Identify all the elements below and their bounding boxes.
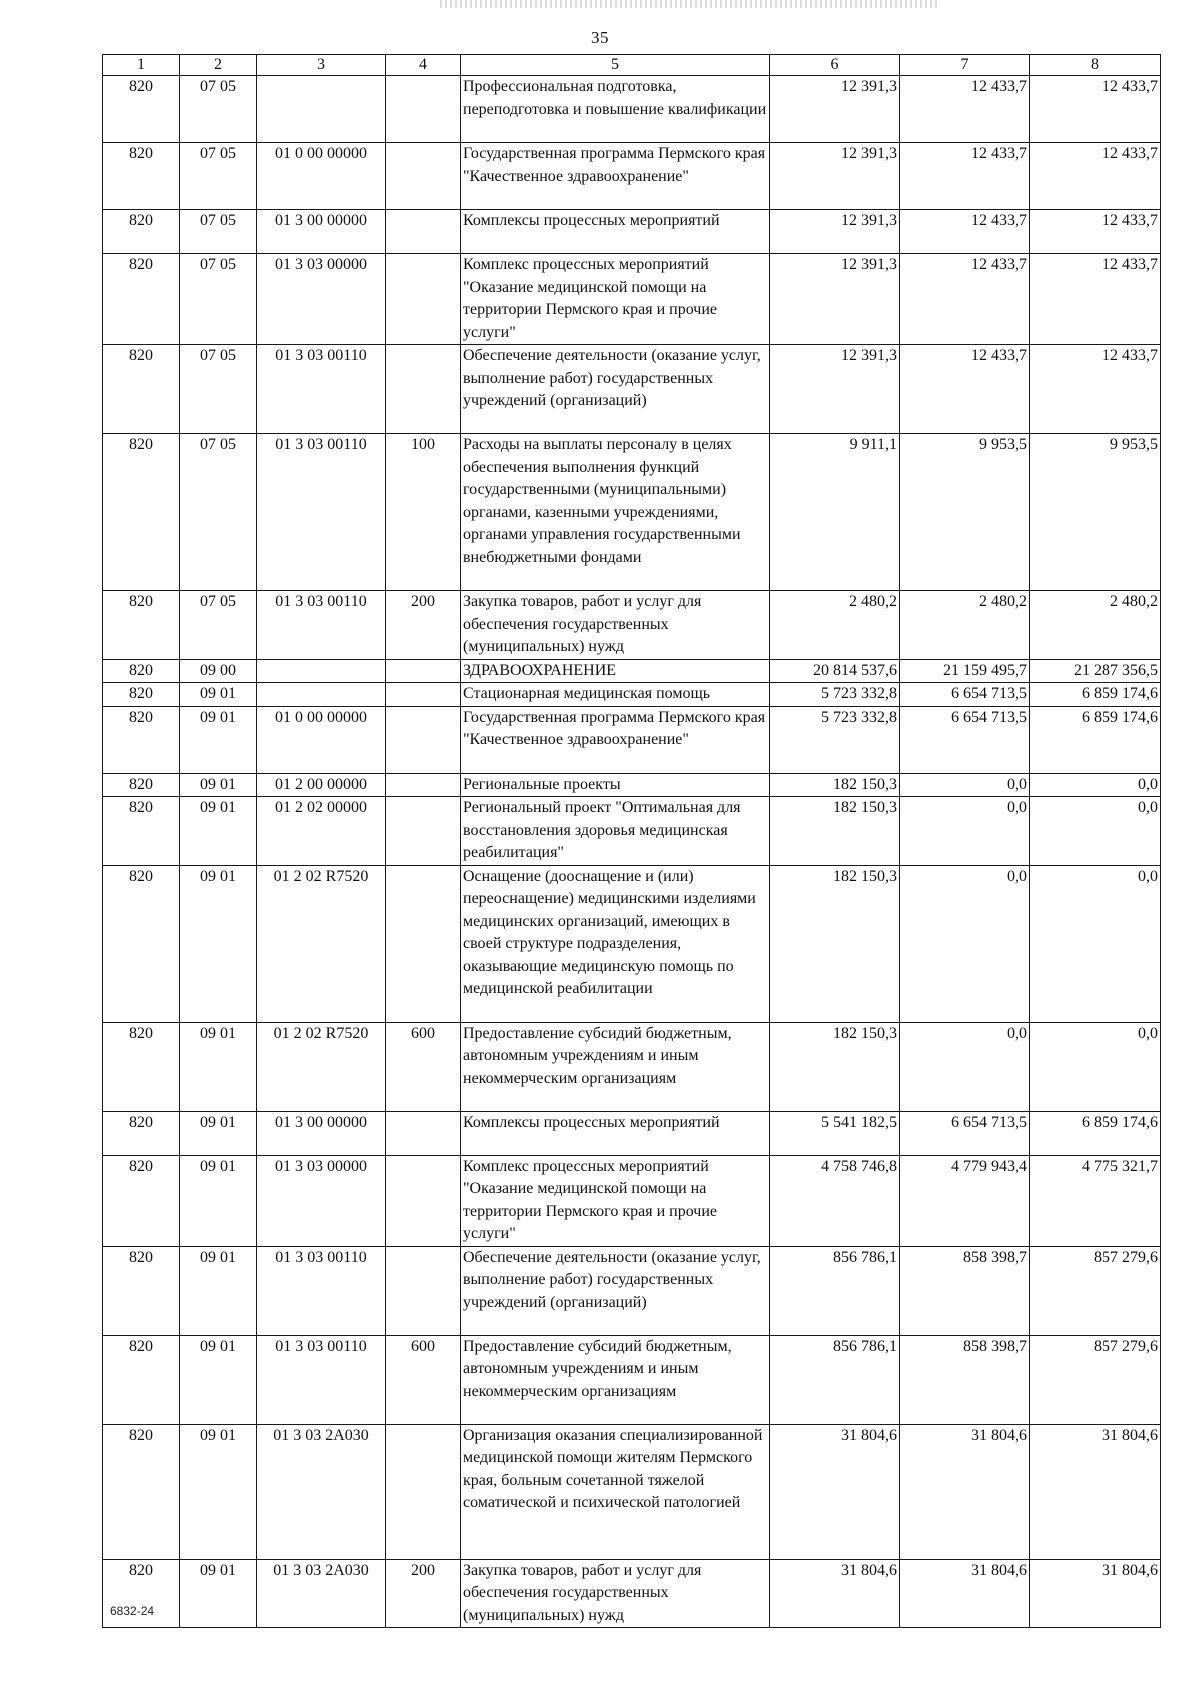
description-cell: Предоставление субсидий бюджетным, автономным учреждениям и иным некоммерческим организациям: [461, 1022, 770, 1111]
table-body: [103, 76, 1161, 1628]
description-cell: Закупка товаров, работ и услуг для обеспечения государственных (муниципальных) нужд: [461, 1559, 770, 1628]
expense-type-cell: [386, 865, 461, 1022]
amount-year3-cell: 0,0: [1030, 865, 1161, 1022]
amount-year1-cell: 856 786,1: [770, 1246, 900, 1335]
expense-type-cell: [386, 345, 461, 434]
amount-year2-cell: 21 159 495,7: [900, 659, 1030, 683]
amount-year3-cell: 12 433,7: [1030, 210, 1161, 254]
scan-noise: [440, 0, 940, 8]
amount-year1-cell: 20 814 537,6: [770, 659, 900, 683]
amount-year1-cell: 4 758 746,8: [770, 1155, 900, 1246]
amount-year1-cell: 5 541 182,5: [770, 1111, 900, 1155]
description-cell: Расходы на выплаты персоналу в целях обеспечения выполнения функций государственными (муниципальными) органами, казенными учреждениями, органами управления государственными внебюджетными фондами: [461, 434, 770, 591]
description-cell: Комплексы процессных мероприятий: [461, 210, 770, 254]
section-code-cell: 09 01: [180, 1246, 257, 1335]
ministry-code-cell: 820: [103, 773, 180, 797]
target-article-cell: 01 3 00 00000: [257, 1111, 386, 1155]
column-header: 5: [461, 55, 770, 76]
amount-year3-cell: 6 859 174,6: [1030, 706, 1161, 773]
expense-type-cell: [386, 773, 461, 797]
expense-type-cell: [386, 210, 461, 254]
ministry-code-cell: 820: [103, 254, 180, 345]
amount-year1-cell: 182 150,3: [770, 797, 900, 866]
description-cell: Оснащение (дооснащение и (или) переоснащение) медицинскими изделиями медицинских организаций, имеющих в своей структуре подразделения, оказывающие медицинскую помощь по медицинской реабилитации: [461, 865, 770, 1022]
target-article-cell: 01 2 02 00000: [257, 797, 386, 866]
table-row: [103, 591, 1161, 660]
amount-year1-cell: 12 391,3: [770, 210, 900, 254]
section-code-cell: 09 01: [180, 773, 257, 797]
section-code-cell: 09 01: [180, 797, 257, 866]
description-cell: Предоставление субсидий бюджетным, автономным учреждениям и иным некоммерческим организациям: [461, 1335, 770, 1424]
section-code-cell: 09 01: [180, 1155, 257, 1246]
amount-year2-cell: 9 953,5: [900, 434, 1030, 591]
amount-year2-cell: 6 654 713,5: [900, 1111, 1030, 1155]
footer-code: 6832-24: [110, 1604, 155, 1618]
amount-year2-cell: 0,0: [900, 1022, 1030, 1111]
table-row: [103, 143, 1161, 210]
expense-type-cell: 200: [386, 1559, 461, 1628]
page-number: 35: [591, 28, 609, 47]
amount-year1-cell: 12 391,3: [770, 143, 900, 210]
header-row: [103, 55, 1161, 76]
amount-year3-cell: 0,0: [1030, 773, 1161, 797]
section-code-cell: 07 05: [180, 76, 257, 143]
section-code-cell: 09 01: [180, 1022, 257, 1111]
amount-year3-cell: 12 433,7: [1030, 143, 1161, 210]
expense-type-cell: [386, 683, 461, 707]
section-code-cell: 07 05: [180, 210, 257, 254]
description-cell: Организация оказания специализированной медицинской помощи жителям Пермского края, больным сочетанной тяжелой соматической и психической патологией: [461, 1424, 770, 1559]
amount-year1-cell: 182 150,3: [770, 865, 900, 1022]
description-cell: Комплекс процессных мероприятий "Оказание медицинской помощи на территории Пермского края и прочие услуги": [461, 254, 770, 345]
description-cell: Комплекс процессных мероприятий "Оказание медицинской помощи на территории Пермского края и прочие услуги": [461, 1155, 770, 1246]
amount-year3-cell: 0,0: [1030, 1022, 1161, 1111]
amount-year2-cell: 12 433,7: [900, 254, 1030, 345]
description-cell: Стационарная медицинская помощь: [461, 683, 770, 707]
table-row: [103, 1155, 1161, 1246]
target-article-cell: 01 3 03 00000: [257, 254, 386, 345]
amount-year1-cell: 182 150,3: [770, 1022, 900, 1111]
amount-year1-cell: 12 391,3: [770, 345, 900, 434]
ministry-code-cell: 820: [103, 210, 180, 254]
table-row: [103, 773, 1161, 797]
column-header: 3: [257, 55, 386, 76]
amount-year2-cell: 0,0: [900, 797, 1030, 866]
amount-year3-cell: 6 859 174,6: [1030, 683, 1161, 707]
amount-year1-cell: 2 480,2: [770, 591, 900, 660]
amount-year2-cell: 0,0: [900, 865, 1030, 1022]
amount-year1-cell: 31 804,6: [770, 1424, 900, 1559]
amount-year2-cell: 6 654 713,5: [900, 683, 1030, 707]
amount-year3-cell: 31 804,6: [1030, 1559, 1161, 1628]
amount-year2-cell: 858 398,7: [900, 1246, 1030, 1335]
expense-type-cell: [386, 1155, 461, 1246]
amount-year2-cell: 12 433,7: [900, 345, 1030, 434]
amount-year2-cell: 31 804,6: [900, 1424, 1030, 1559]
description-cell: Обеспечение деятельности (оказание услуг, выполнение работ) государственных учреждений (организаций): [461, 1246, 770, 1335]
target-article-cell: 01 3 03 00110: [257, 345, 386, 434]
table-row: [103, 345, 1161, 434]
ministry-code-cell: 820: [103, 1246, 180, 1335]
target-article-cell: 01 3 03 00110: [257, 1335, 386, 1424]
description-cell: Комплексы процессных мероприятий: [461, 1111, 770, 1155]
expense-type-cell: [386, 797, 461, 866]
ministry-code-cell: 820: [103, 1424, 180, 1559]
ministry-code-cell: 820: [103, 659, 180, 683]
table-row: [103, 683, 1161, 707]
expense-type-cell: 600: [386, 1335, 461, 1424]
table-row: [103, 254, 1161, 345]
amount-year3-cell: 6 859 174,6: [1030, 1111, 1161, 1155]
section-code-cell: 09 01: [180, 1424, 257, 1559]
description-cell: Государственная программа Пермского края "Качественное здравоохранение": [461, 706, 770, 773]
amount-year3-cell: 857 279,6: [1030, 1335, 1161, 1424]
table-row: [103, 797, 1161, 866]
expense-type-cell: [386, 254, 461, 345]
expense-type-cell: [386, 143, 461, 210]
ministry-code-cell: 820: [103, 345, 180, 434]
amount-year3-cell: 12 433,7: [1030, 254, 1161, 345]
amount-year3-cell: 12 433,7: [1030, 345, 1161, 434]
description-cell: Обеспечение деятельности (оказание услуг, выполнение работ) государственных учреждений (организаций): [461, 345, 770, 434]
amount-year2-cell: 12 433,7: [900, 210, 1030, 254]
target-article-cell: [257, 683, 386, 707]
amount-year2-cell: 31 804,6: [900, 1559, 1030, 1628]
amount-year1-cell: 31 804,6: [770, 1559, 900, 1628]
description-cell: Региональный проект "Оптимальная для восстановления здоровья медицинская реабилитация": [461, 797, 770, 866]
expense-type-cell: 200: [386, 591, 461, 660]
section-code-cell: 07 05: [180, 591, 257, 660]
target-article-cell: 01 2 00 00000: [257, 773, 386, 797]
ministry-code-cell: 820: [103, 143, 180, 210]
target-article-cell: 01 3 03 00000: [257, 1155, 386, 1246]
ministry-code-cell: 820: [103, 1335, 180, 1424]
table-row: [103, 434, 1161, 591]
ministry-code-cell: 820: [103, 434, 180, 591]
table-row: [103, 659, 1161, 683]
amount-year3-cell: 21 287 356,5: [1030, 659, 1161, 683]
budget-table: [102, 54, 1161, 1628]
amount-year2-cell: 2 480,2: [900, 591, 1030, 660]
ministry-code-cell: 820: [103, 76, 180, 143]
table-row: [103, 706, 1161, 773]
amount-year2-cell: 858 398,7: [900, 1335, 1030, 1424]
section-code-cell: 09 01: [180, 683, 257, 707]
description-cell: Региональные проекты: [461, 773, 770, 797]
target-article-cell: [257, 76, 386, 143]
target-article-cell: 01 2 02 R7520: [257, 865, 386, 1022]
amount-year1-cell: 12 391,3: [770, 76, 900, 143]
amount-year1-cell: 5 723 332,8: [770, 683, 900, 707]
ministry-code-cell: 820: [103, 1111, 180, 1155]
ministry-code-cell: 820: [103, 683, 180, 707]
amount-year2-cell: 12 433,7: [900, 143, 1030, 210]
description-cell: ЗДРАВООХРАНЕНИЕ: [461, 659, 770, 683]
ministry-code-cell: 820: [103, 591, 180, 660]
column-header: 6: [770, 55, 900, 76]
table-row: [103, 1335, 1161, 1424]
expense-type-cell: [386, 1424, 461, 1559]
target-article-cell: 01 3 00 00000: [257, 210, 386, 254]
section-code-cell: 09 01: [180, 1111, 257, 1155]
amount-year3-cell: 857 279,6: [1030, 1246, 1161, 1335]
target-article-cell: 01 3 03 00110: [257, 434, 386, 591]
amount-year3-cell: 31 804,6: [1030, 1424, 1161, 1559]
section-code-cell: 09 00: [180, 659, 257, 683]
amount-year3-cell: 12 433,7: [1030, 76, 1161, 143]
target-article-cell: 01 3 03 2А030: [257, 1424, 386, 1559]
section-code-cell: 07 05: [180, 434, 257, 591]
expense-type-cell: 100: [386, 434, 461, 591]
amount-year2-cell: 12 433,7: [900, 76, 1030, 143]
description-cell: Профессиональная подготовка, переподготовка и повышение квалификации: [461, 76, 770, 143]
column-header: 2: [180, 55, 257, 76]
ministry-code-cell: 820: [103, 865, 180, 1022]
table-row: [103, 76, 1161, 143]
amount-year2-cell: 6 654 713,5: [900, 706, 1030, 773]
amount-year3-cell: 2 480,2: [1030, 591, 1161, 660]
table-row: [103, 1424, 1161, 1559]
section-code-cell: 09 01: [180, 865, 257, 1022]
table-row: [103, 1246, 1161, 1335]
target-article-cell: [257, 659, 386, 683]
section-code-cell: 07 05: [180, 143, 257, 210]
column-header: 8: [1030, 55, 1161, 76]
ministry-code-cell: 820: [103, 1022, 180, 1111]
amount-year2-cell: 0,0: [900, 773, 1030, 797]
target-article-cell: 01 0 00 00000: [257, 706, 386, 773]
table-row: [103, 1559, 1161, 1628]
ministry-code-cell: 820: [103, 797, 180, 866]
expense-type-cell: [386, 706, 461, 773]
target-article-cell: 01 3 03 00110: [257, 1246, 386, 1335]
amount-year2-cell: 4 779 943,4: [900, 1155, 1030, 1246]
table-row: [103, 210, 1161, 254]
section-code-cell: 09 01: [180, 1335, 257, 1424]
table-row: [103, 1111, 1161, 1155]
amount-year3-cell: 9 953,5: [1030, 434, 1161, 591]
amount-year3-cell: 0,0: [1030, 797, 1161, 866]
target-article-cell: 01 2 02 R7520: [257, 1022, 386, 1111]
description-cell: Государственная программа Пермского края "Качественное здравоохранение": [461, 143, 770, 210]
target-article-cell: 01 0 00 00000: [257, 143, 386, 210]
amount-year1-cell: 12 391,3: [770, 254, 900, 345]
expense-type-cell: [386, 1246, 461, 1335]
target-article-cell: 01 3 03 2А030: [257, 1559, 386, 1628]
section-code-cell: 07 05: [180, 254, 257, 345]
table-row: [103, 865, 1161, 1022]
section-code-cell: 07 05: [180, 345, 257, 434]
expense-type-cell: [386, 76, 461, 143]
expense-type-cell: [386, 659, 461, 683]
expense-type-cell: [386, 1111, 461, 1155]
section-code-cell: 09 01: [180, 706, 257, 773]
amount-year3-cell: 4 775 321,7: [1030, 1155, 1161, 1246]
amount-year1-cell: 856 786,1: [770, 1335, 900, 1424]
amount-year1-cell: 182 150,3: [770, 773, 900, 797]
ministry-code-cell: 820: [103, 1155, 180, 1246]
description-cell: Закупка товаров, работ и услуг для обеспечения государственных (муниципальных) нужд: [461, 591, 770, 660]
column-header: 1: [103, 55, 180, 76]
section-code-cell: 09 01: [180, 1559, 257, 1628]
ministry-code-cell: 820: [103, 706, 180, 773]
table-row: [103, 1022, 1161, 1111]
column-header: 7: [900, 55, 1030, 76]
amount-year1-cell: 5 723 332,8: [770, 706, 900, 773]
expense-type-cell: 600: [386, 1022, 461, 1111]
ministry-code-cell: 820: [103, 1559, 180, 1628]
amount-year1-cell: 9 911,1: [770, 434, 900, 591]
target-article-cell: 01 3 03 00110: [257, 591, 386, 660]
column-header: 4: [386, 55, 461, 76]
